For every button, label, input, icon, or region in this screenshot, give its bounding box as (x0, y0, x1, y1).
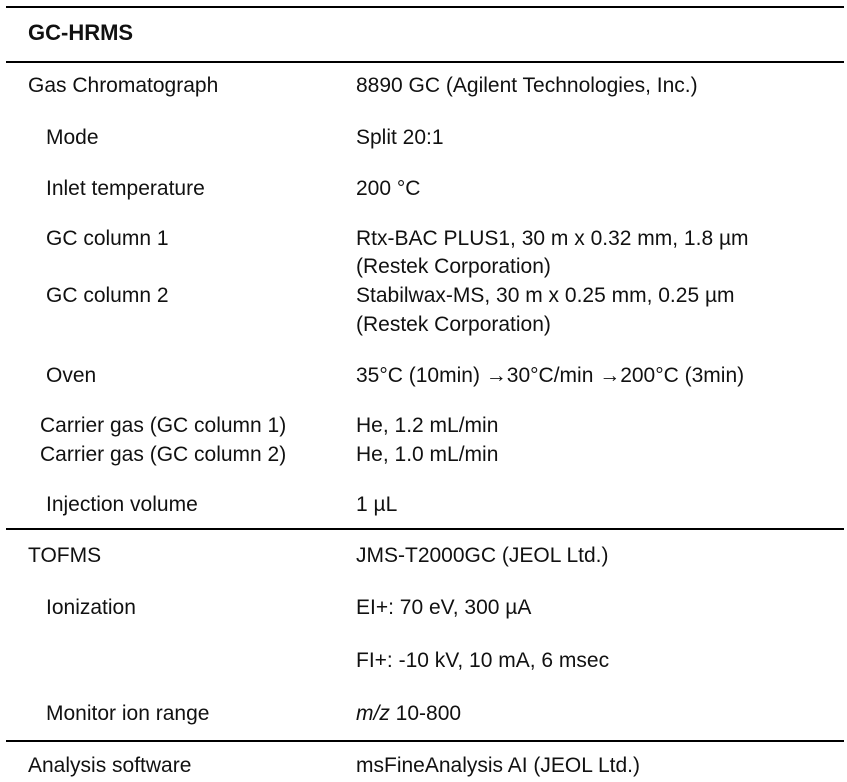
gc-column-2-label: GC column 2 (46, 284, 169, 307)
gc-column-1-label: GC column 1 (46, 227, 169, 250)
mz-symbol: m/z (356, 702, 390, 725)
tofms-value: JMS-T2000GC (JEOL Ltd.) (356, 544, 609, 567)
carrier-gas-1-value: He, 1.2 mL/min (356, 414, 499, 437)
carrier-gas-1-label: Carrier gas (GC column 1) (40, 414, 287, 437)
injection-volume-value: 1 µL (356, 493, 398, 516)
gc-column-1-value-line1: Rtx-BAC PLUS1, 30 m x 0.32 mm, 1.8 µm (356, 227, 749, 250)
ionization-label: Ionization (46, 596, 136, 619)
gc-value: 8890 GC (Agilent Technologies, Inc.) (356, 74, 698, 97)
gc-column-1-value-line2: (Restek Corporation) (356, 255, 551, 278)
monitor-ion-range-label: Monitor ion range (46, 702, 210, 725)
gc-label: Gas Chromatograph (28, 74, 219, 97)
tofms-section-rule (6, 740, 844, 742)
top-rule (6, 6, 844, 8)
oven-value: 35°C (10min) →30°C/min →200°C (3min) (356, 364, 745, 387)
injection-volume-label: Injection volume (46, 493, 198, 516)
inlet-temperature-label: Inlet temperature (46, 177, 205, 200)
ionization-value-ei: EI+: 70 eV, 300 µA (356, 596, 532, 619)
mz-range: 10-800 (389, 702, 462, 725)
gc-column-2-value-line1: Stabilwax-MS, 30 m x 0.25 mm, 0.25 µm (356, 284, 735, 307)
mode-label: Mode (46, 126, 99, 149)
oven-label: Oven (46, 364, 97, 387)
header-rule (6, 61, 844, 63)
table-title: GC-HRMS (28, 20, 134, 45)
carrier-gas-2-label: Carrier gas (GC column 2) (40, 443, 287, 466)
inlet-temperature-value: 200 °C (356, 177, 421, 200)
gc-column-2-value-line2: (Restek Corporation) (356, 313, 551, 336)
mode-value: Split 20:1 (356, 126, 444, 149)
analysis-software-value: msFineAnalysis AI (JEOL Ltd.) (356, 754, 640, 777)
analysis-software-label: Analysis software (28, 754, 192, 777)
tofms-label: TOFMS (28, 544, 102, 567)
ionization-value-fi: FI+: -10 kV, 10 mA, 6 msec (356, 649, 610, 672)
carrier-gas-2-value: He, 1.0 mL/min (356, 443, 499, 466)
gc-section-rule (6, 528, 844, 530)
monitor-ion-range-value (356, 701, 461, 727)
